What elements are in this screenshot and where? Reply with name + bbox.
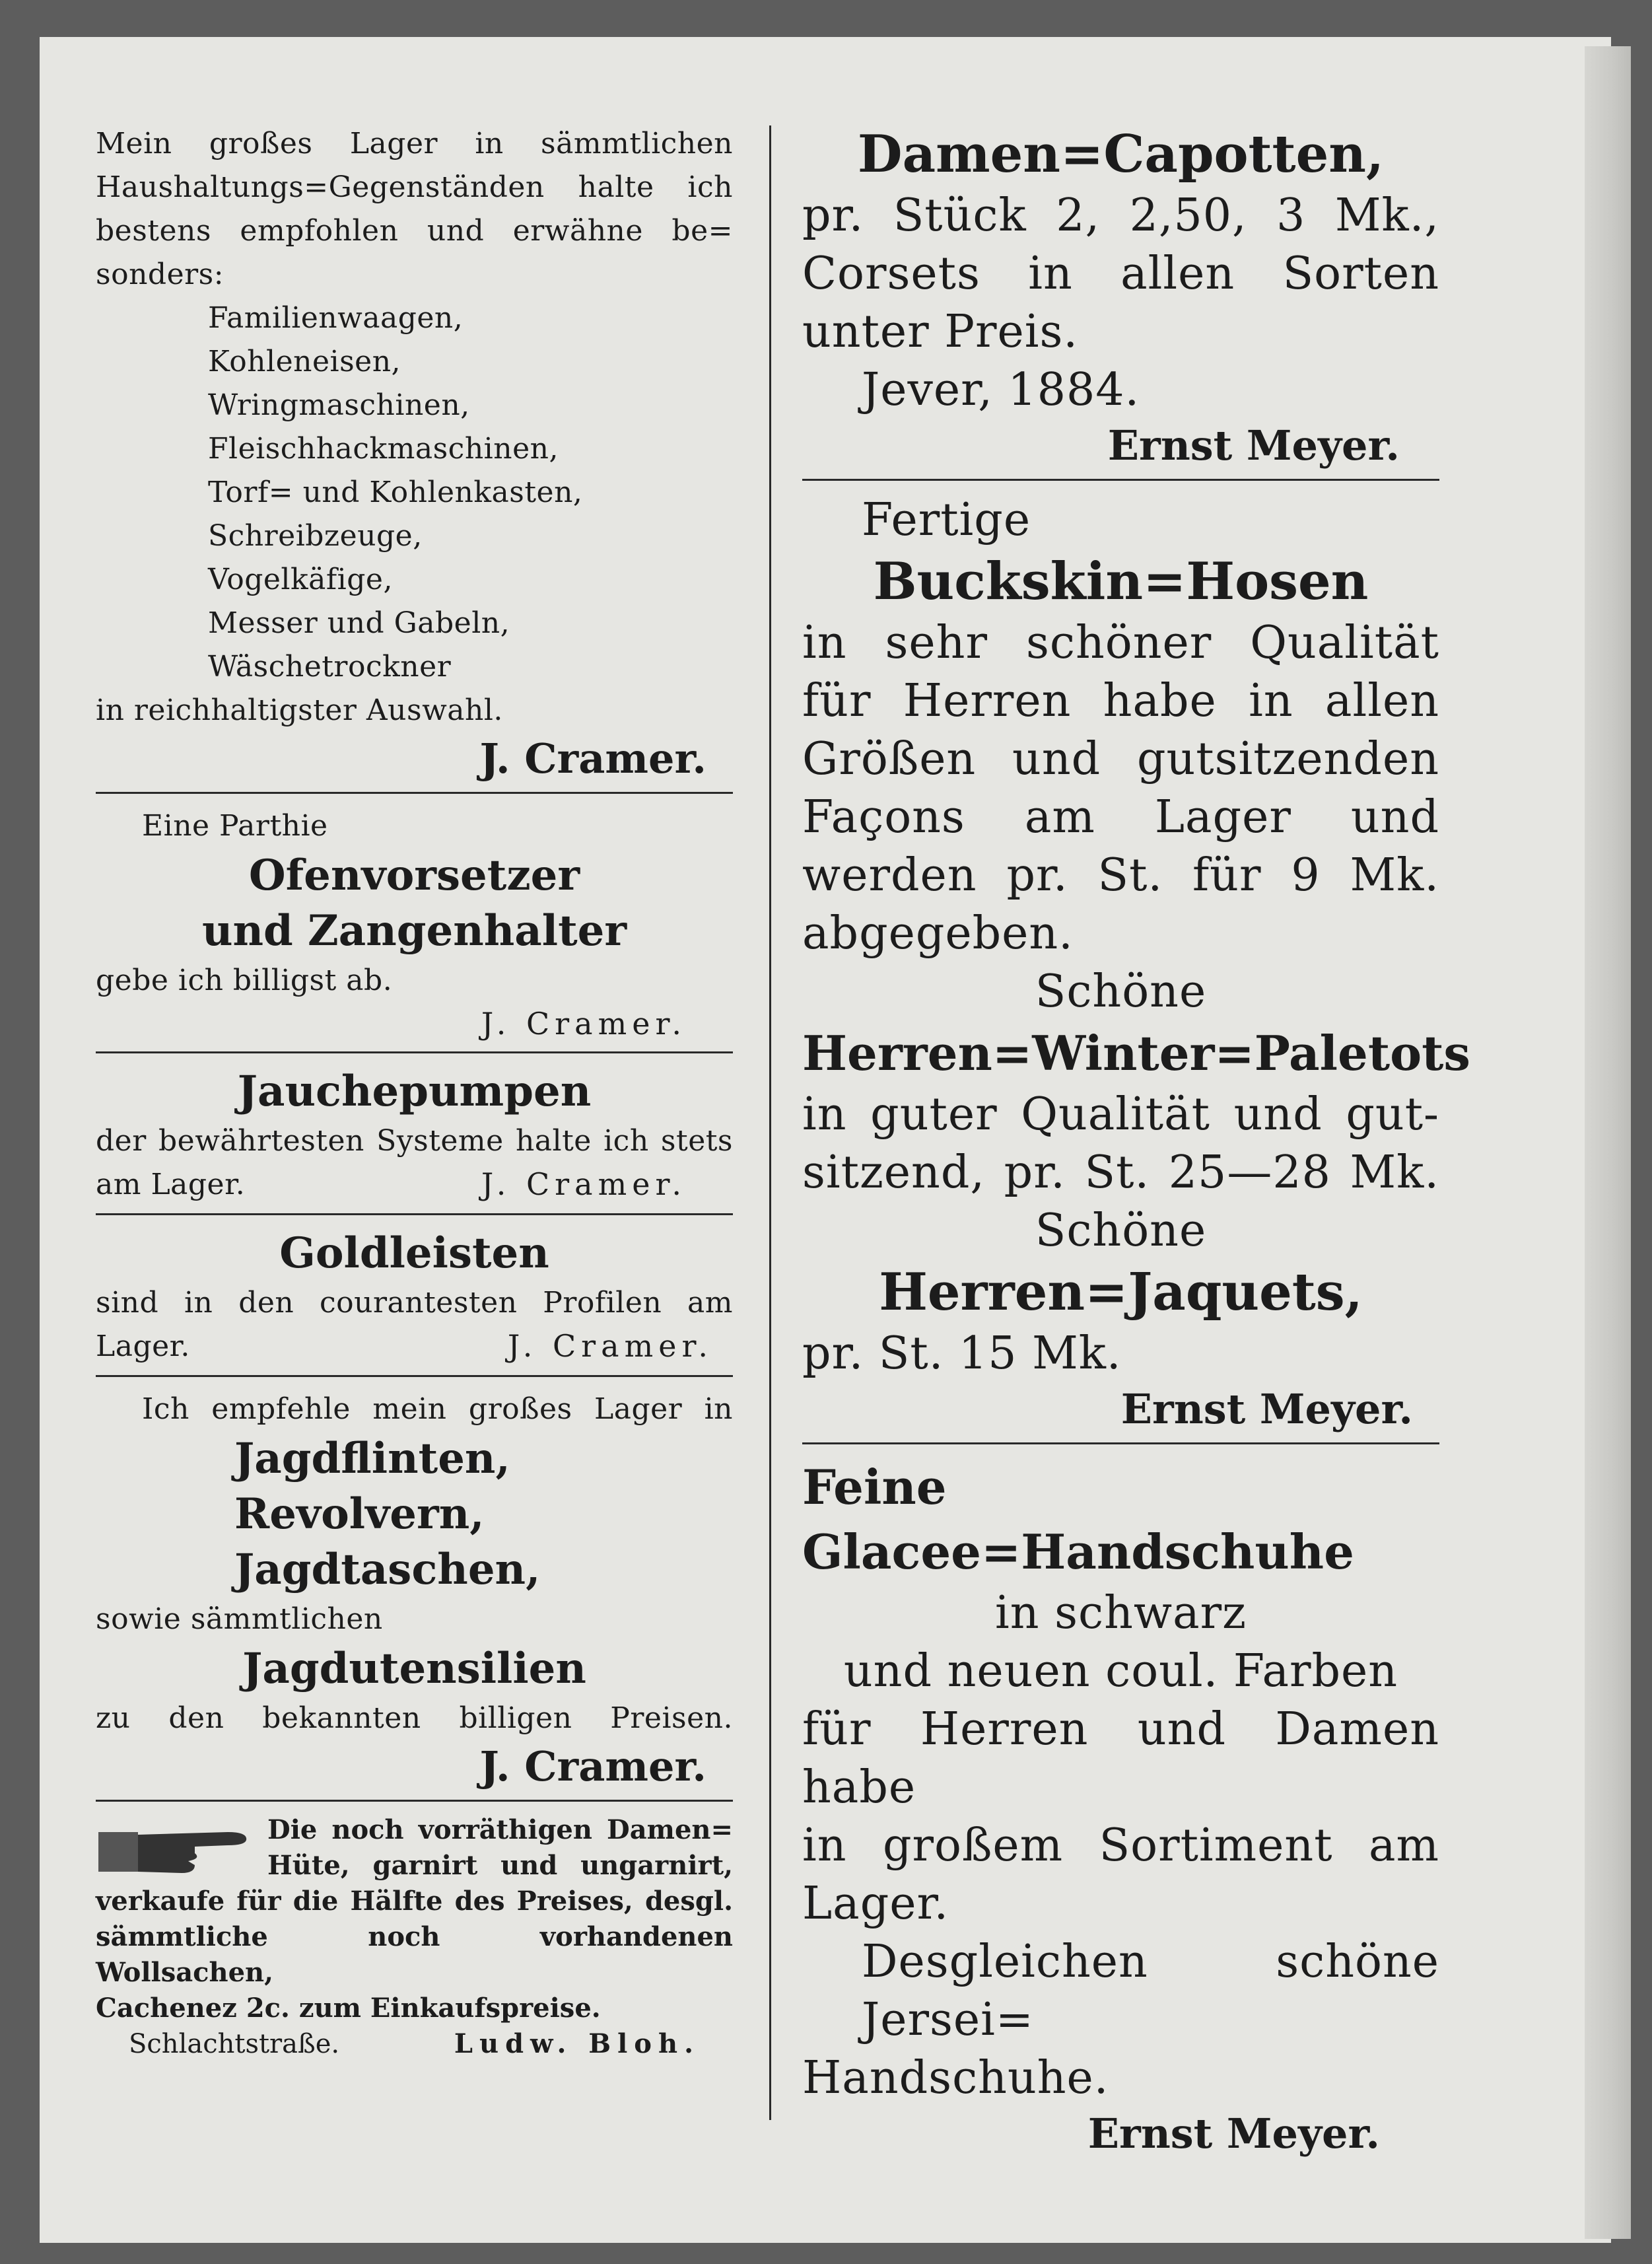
headline: Feine Glacee=Handschuhe xyxy=(802,1459,1354,1580)
body-line: Corsets in allen Sorten xyxy=(802,248,1439,300)
headline: Herren=Jaquets, xyxy=(879,1262,1363,1322)
body-line: zu den bekannten billigen Preisen. xyxy=(96,1701,733,1735)
signature: Ernst Meyer. xyxy=(1087,2109,1380,2158)
ad-cramer-jagd xyxy=(96,1388,733,1793)
headline: Jagdflinten, xyxy=(234,1434,510,1483)
intro-line: Ich empfehle mein großes Lager in xyxy=(142,1392,733,1426)
signature: Ludw. Bloh. xyxy=(454,2028,700,2059)
headline: Herren=Winter=Paletots xyxy=(802,1025,1470,1081)
column-divider xyxy=(769,125,771,2120)
ad-cramer-household xyxy=(96,122,733,785)
list-item: Kohleneisen, xyxy=(208,345,401,378)
right-column xyxy=(802,122,1470,2160)
intro-line: Haushaltungs=Gegenständen halte ich xyxy=(96,170,733,204)
body-line: sämmtliche noch vorhandenen Wollsachen, xyxy=(96,1921,733,1988)
ad-cramer-jauchepumpen xyxy=(96,1064,733,1207)
body-line xyxy=(96,1325,733,1368)
ad-meyer-capotten xyxy=(802,122,1439,472)
footer-line xyxy=(96,2026,733,2062)
body-line: Hüte, garnirt und ungarnirt, xyxy=(267,1850,733,1881)
ad-meyer-handschuhe xyxy=(802,1455,1439,2160)
body-line: der bewährtesten Systeme halte ich stets xyxy=(96,1124,733,1158)
body-line: werden pr. St. für 9 Mk. xyxy=(802,849,1439,902)
signature: J. Cramer. xyxy=(479,1742,706,1790)
body-line: Façons am Lager und xyxy=(802,791,1439,843)
divider xyxy=(96,792,733,794)
body-line: unter Preis. xyxy=(802,306,1079,358)
intro-line: Fertige xyxy=(862,494,1031,546)
body-line: Lager. xyxy=(802,1878,949,1930)
intro-line: sonders: xyxy=(96,258,224,291)
ad-meyer-kleidung xyxy=(802,491,1470,1436)
signature: J. Cramer. xyxy=(479,734,706,783)
signature: Ernst Meyer. xyxy=(1120,1385,1413,1433)
headline: Jagdtaschen, xyxy=(234,1545,541,1594)
body-line: für Herren habe in allen xyxy=(802,675,1439,727)
intro-line: bestens empfohlen und erwähne be= xyxy=(96,214,733,248)
ad-cramer-ofenvorsetzer xyxy=(96,804,733,1045)
body-line: Handschuhe. xyxy=(802,2052,1109,2104)
list-item: Messer und Gabeln, xyxy=(208,606,510,640)
left-column xyxy=(96,122,733,2062)
address: Schlachtstraße. xyxy=(129,2029,340,2059)
headline: Goldleisten xyxy=(279,1228,549,1278)
body-line: pr. St. 15 Mk. xyxy=(802,1327,1122,1380)
headline: Damen=Capotten, xyxy=(857,124,1385,184)
list-item: Familienwaagen, xyxy=(208,301,464,335)
body-line: abgegeben. xyxy=(802,907,1074,960)
closing-line: in reichhaltigster Auswahl. xyxy=(96,693,503,727)
list-item: Vogelkäfige, xyxy=(208,563,393,596)
intro-line: Mein großes Lager in sämmtlichen xyxy=(96,127,733,160)
divider xyxy=(802,1442,1439,1444)
intro-line: Schöne xyxy=(1035,966,1207,1018)
body-line: sitzend, pr. St. 25—28 Mk. xyxy=(802,1147,1439,1199)
body-line: in schwarz xyxy=(994,1587,1247,1639)
headline: Jauchepumpen xyxy=(237,1067,592,1116)
list-item: Wringmaschinen, xyxy=(208,388,470,422)
pointing-hand-icon xyxy=(96,1812,254,1885)
headline: und Zangenhalter xyxy=(201,906,627,956)
page-edge xyxy=(1585,46,1631,2239)
signature: J. Cramer. xyxy=(481,1006,687,1042)
divider xyxy=(96,1213,733,1215)
body-line: verkaufe für die Hälfte des Preises, desgl. xyxy=(96,1886,733,1917)
divider xyxy=(96,1375,733,1377)
headline: Jagdutensilien xyxy=(242,1644,586,1693)
body-line: in großem Sortiment am xyxy=(802,1820,1439,1872)
body-line: gebe ich billigst ab. xyxy=(96,964,393,997)
body-line: für Herren und Damen habe xyxy=(802,1703,1439,1814)
divider xyxy=(802,479,1439,481)
body-line: in sehr schöner Qualität xyxy=(802,617,1439,669)
body-line: und neuen coul. Farben xyxy=(843,1645,1398,1697)
body-line: Desgleichen schöne Jersei= xyxy=(862,1936,1439,2046)
list-item: Fleischhackmaschinen, xyxy=(208,432,559,466)
headline: Ofenvorsetzer xyxy=(248,851,580,900)
divider xyxy=(96,1800,733,1802)
signature: J. Cramer. xyxy=(507,1328,713,1364)
body-line: sowie sämmtlichen xyxy=(96,1602,383,1636)
intro-line: Schöne xyxy=(1035,1205,1207,1257)
body-text: Lager. xyxy=(96,1329,190,1363)
ad-cramer-goldleisten xyxy=(96,1226,733,1368)
intro-line: Eine Parthie xyxy=(142,809,328,843)
place-date: Jever, 1884. xyxy=(862,364,1140,416)
list-item: Torf= und Kohlenkasten, xyxy=(208,476,583,509)
body-line: in guter Qualität und gut- xyxy=(802,1088,1439,1141)
list-item: Schreibzeuge, xyxy=(208,519,423,553)
body-line: sind in den courantesten Profilen am xyxy=(96,1286,733,1320)
ad-bloh xyxy=(96,1812,733,2062)
divider xyxy=(96,1051,733,1053)
signature: J. Cramer. xyxy=(481,1166,687,1202)
headline: Buckskin=Hosen xyxy=(873,551,1369,612)
body-line: Größen und gutsitzenden xyxy=(802,733,1439,785)
body-text: am Lager. xyxy=(96,1168,246,1201)
list-item: Wäschetrockner xyxy=(208,650,452,684)
body-line: Cachenez 2c. zum Einkaufspreise. xyxy=(96,1993,601,2024)
signature: Ernst Meyer. xyxy=(1107,421,1400,470)
body-line xyxy=(96,1163,733,1207)
body-line: Die noch vorräthigen Damen= xyxy=(267,1814,733,1845)
headline: Revolvern, xyxy=(234,1489,485,1539)
body-line: pr. Stück 2, 2,50, 3 Mk., xyxy=(802,190,1439,242)
